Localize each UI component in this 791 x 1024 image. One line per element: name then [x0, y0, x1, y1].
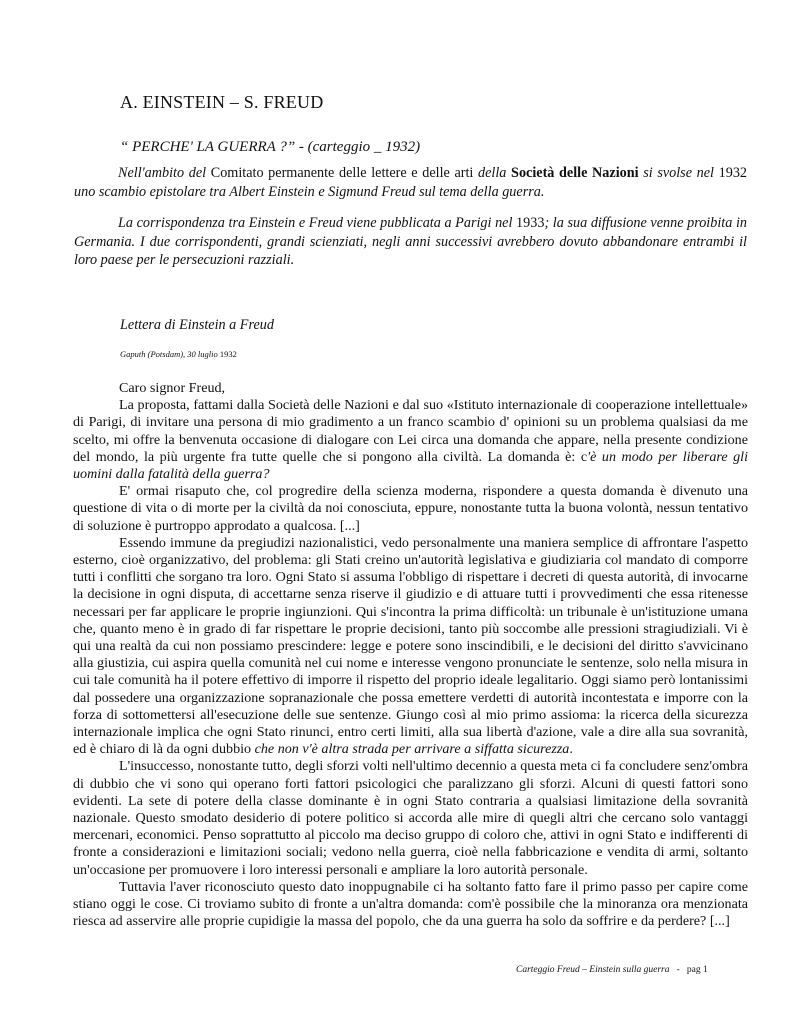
intro2-part-a: La corrispondenza tra Einstein e Freud viene pubblicata a Parigi nel	[118, 215, 513, 231]
intro1-part-e: si svolse nel	[638, 165, 714, 181]
intro1-part-g: uno scambio epistolare tra Albert Einstein e Sigmund Freud sul tema della guerra.	[74, 183, 545, 200]
page-subtitle: “ PERCHE' LA GUERRA ?” - (carteggio _ 1932)	[120, 139, 421, 155]
p3-part-a: Essendo immune da pregiudizi nazionalistici, vedo personalmente una maniera semplice di affrontare l'aspetto esterno, cioè organizzativo, del problema: gli Stati creino un'autorità legislativa e giudiziaria col mandato di comporre tutti i conflitti che sorgano tra loro. Ogni Stato si assuma l'obbligo di rispettare i decreti di questa autorità, di invocarne la decisione in ogni disputa, di accettarne senza riserve il giudizio e di attuare tutti i provvedimenti che essa ritenesse necessari per far applicare le proprie ingiunzioni. Qui s'incontra la prima difficoltà: un tribunale è un'istituzione umana che, quanto meno è in grado di far rispettare le proprie decisioni, tanto più soccombe alle pressioni stragiudiziali. Vi è qui una realtà da cui non possiamo prescindere: legge e potere sono inscindibili, e le decisioni del diritto s'avvicinano alla giustizia, cui aspira quella comunità nel cui nome e interesse vengono pronunciate le sentenze, solo nella misura in cui tale comunità ha il potere effettivo di imporre il rispetto del proprio ideale legalitario. Oggi siamo però lontanissimi dal possedere una organizzazione sopranazionale che possa emettere verdetti di autorità incontestata e imporre con la forza di sottomettersi all'esecuzione delle sue sentenze. Giungo così al mio primo assioma: la ricerca della sicurezza internazionale implica che ogni Stato rinunci, entro certi limiti, alla sua libertà d'azione, vale a dire alla sua sovranità, ed è chiaro di là da ogni dubbio	[73, 534, 748, 758]
dateline-place: Gaputh (Potsdam), 30 luglio	[120, 349, 218, 359]
footer-text: Carteggio Freud – Einstein sulla guerra -	[516, 965, 687, 975]
intro1-part-a: Nell'ambito del	[118, 165, 207, 181]
intro1-part-b: Comitato permanente delle lettere e delle arti	[206, 165, 479, 181]
intro1-year: 1932	[713, 165, 748, 181]
dateline-year: 1932	[217, 349, 237, 359]
p1-part-a: La proposta, fattami dalla Società delle Nazioni e dal suo «Istituto internazionale di cooperazione intellettuale» di Parigi, di invitare una persona di mio gradimento a un franco scambio d' opinioni su un problema qualsiasi da me scelto, mi offre la benvenuta occasione di dialogare con Lei circa una domanda che appare, nella presente condizione del mondo, la più urgente fra tutte quelle che si pongono alla civiltà. La domanda è: c	[73, 397, 748, 465]
intro-paragraph-2	[74, 214, 747, 270]
p3-part-c: .	[569, 741, 573, 758]
letter-paragraph-2: E' ormai risaputo che, col progredire della scienza moderna, rispondere a questa domanda è divenuto una questione di vita o di morte per la civiltà da noi conosciuta, eppure, nonostante tutta la buona volontà, nessun tentativo di soluzione è purtroppo approdato a qualcosa. [...]	[73, 483, 748, 534]
letter-paragraph-3	[73, 535, 748, 759]
letter-dateline	[120, 349, 237, 359]
letter-paragraph-5: Tuttavia l'aver riconosciuto questo dato inoppugnabile ci ha soltanto fatto fare il primo passo per capire come stiano oggi le cose. Ci troviamo subito di fronte a un'altra domanda: com'è possibile che la minoranza ora menzionata riesca ad asservire alle proprie cupidigie la massa del popolo, che da una guerra ha solo da soffrire e da perdere? [...]	[73, 878, 748, 930]
page-footer	[516, 965, 708, 975]
intro1-part-c: della	[478, 165, 507, 181]
intro2-year: 1933	[512, 215, 545, 231]
letter-salutation: Caro signor Freud,	[119, 380, 226, 396]
letter-paragraph-1	[73, 397, 748, 483]
letter-heading: Lettera di Einstein a Freud	[120, 317, 274, 333]
letter-paragraph-4: L'insuccesso, nonostante tutto, degli sforzi volti nell'ultimo decennio a questa meta ci fa concludere senz'ombra di dubbio che vi sono qui operano forti fattori psicologici che paralizzano gli sforzi. Alcuni di questi fattori sono evidenti. La sete di potere della classe dominante è in ogni Stato contraria a qualsiasi limitazione della sovranità nazionale. Questo smodato desiderio di potere politico si accorda alle mire di quegli altri che cercano solo vantaggi mercenari, economici. Penso soprattutto al piccolo ma deciso gruppo di coloro che, attivi in ogni Stato e indifferenti di fronte a considerazioni e limitazioni sociali; vedono nella guerra, cioè nella fabbricazione e vendita di armi, soltanto un'occasione per promuovere i loro interessi personali e ampliare la loro autorità personale.	[73, 758, 748, 878]
intro-paragraph-1	[74, 164, 747, 201]
letter-body	[73, 380, 748, 931]
p3-emphasis: che non v'è altra strada per arrivare a siffatta sicurezza	[254, 741, 570, 758]
page-title: A. EINSTEIN – S. FREUD	[120, 92, 324, 112]
intro1-society-name: Società delle Nazioni	[506, 165, 639, 181]
page-number: pag 1	[686, 965, 708, 975]
intro2-part-c: ; la sua diffusione venne proibita in Germania. I due corrispondenti, grandi scienziati, negli anni successivi avrebbero dovuto abbandonare entrambi il loro paese per le persecuzioni razziali.	[74, 215, 747, 268]
p1-question: 'è un modo per liberare gli uomini dalla fatalità della guerra?	[73, 448, 748, 483]
